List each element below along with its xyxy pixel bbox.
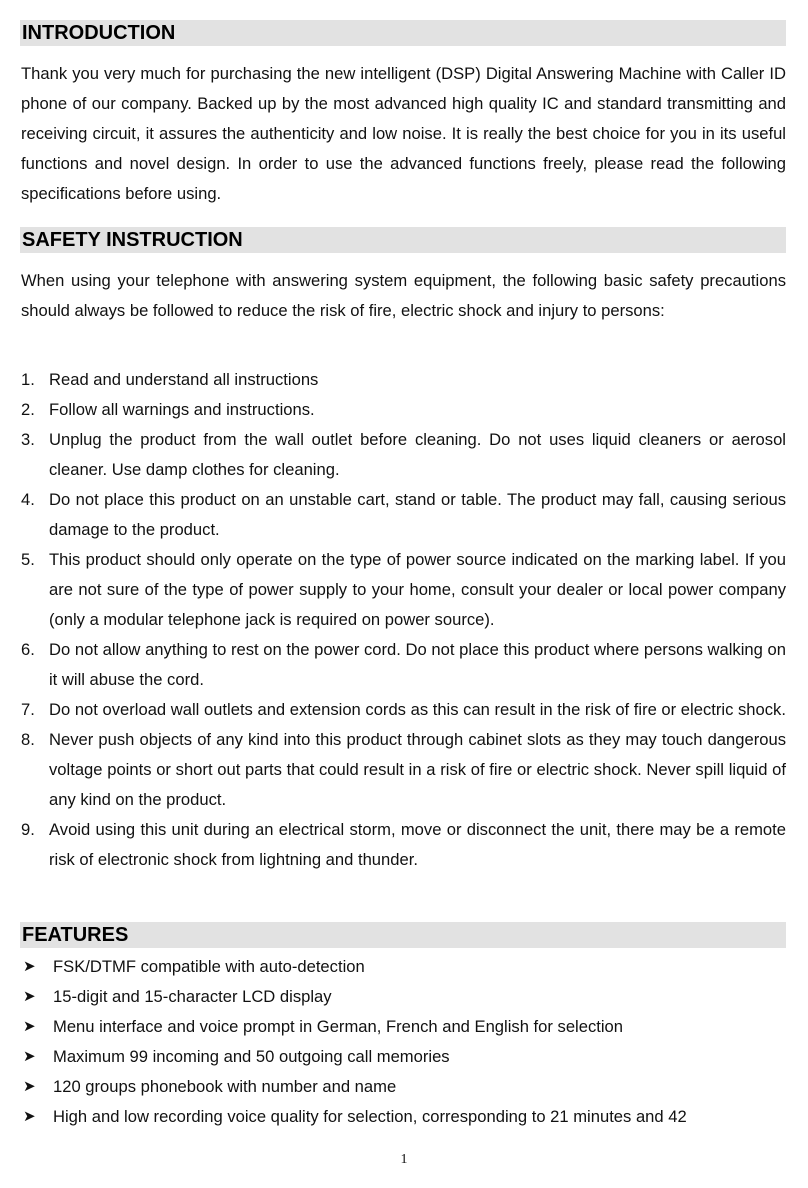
list-item <box>21 1072 786 1102</box>
introduction-paragraph: Thank you very much for purchasing the new intelligent (DSP) Digital Answering Machine with Caller ID phone of our company. Backed up by the most advanced high quality IC and standard transmitting and receiving circuit, it assures the authenticity and low noise. It is really the best choice for you in its useful functions and novel design. In order to use the advanced functions freely, please read the following specifications before using. <box>21 64 786 203</box>
arrow-bullet-icon: ➤ <box>23 988 36 1005</box>
list-number: 3. <box>21 430 35 449</box>
list-item <box>21 952 786 982</box>
arrow-bullet-icon: ➤ <box>23 958 36 975</box>
list-text: Avoid using this unit during an electrical storm, move or disconnect the unit, there may be a remote risk of electronic shock from lightning and thunder. <box>49 820 786 869</box>
page-number: 1 <box>400 1152 408 1167</box>
list-item <box>21 545 786 635</box>
arrow-bullet-icon: ➤ <box>23 1078 36 1095</box>
features-list <box>21 952 786 1132</box>
list-item <box>21 1012 786 1042</box>
list-text: Follow all warnings and instructions. <box>49 400 315 419</box>
list-item <box>21 635 786 695</box>
list-text: Unplug the product from the wall outlet before cleaning. Do not uses liquid cleaners or aerosol cleaner. Use damp clothes for cleaning. <box>49 430 786 479</box>
list-text: Maximum 99 incoming and 50 outgoing call memories <box>53 1047 450 1066</box>
list-item <box>21 365 786 395</box>
list-number: 6. <box>21 640 35 659</box>
list-item <box>21 815 786 875</box>
list-text: 120 groups phonebook with number and name <box>53 1077 397 1096</box>
list-item <box>21 425 786 485</box>
list-number: 5. <box>21 550 35 569</box>
list-item <box>21 982 786 1012</box>
list-text: This product should only operate on the type of power source indicated on the marking label. If you are not sure of the type of power supply to your home, consult your dealer or local power company (only a modular telephone jack is required on power source). <box>49 550 786 629</box>
list-text: Never push objects of any kind into this product through cabinet slots as they may touch dangerous voltage points or short out parts that could result in a risk of fire or electric shock. Never spill liquid of any kind on the product. <box>49 730 786 809</box>
list-number: 7. <box>21 700 35 719</box>
safety-list <box>21 365 786 875</box>
list-item <box>21 695 786 725</box>
list-item <box>21 485 786 545</box>
list-number: 2. <box>21 400 35 419</box>
introduction-heading: INTRODUCTION <box>20 20 786 46</box>
list-number: 8. <box>21 730 35 749</box>
list-number: 1. <box>21 370 35 389</box>
list-item <box>21 1102 786 1132</box>
list-item <box>21 395 786 425</box>
safety-heading: SAFETY INSTRUCTION <box>20 227 786 253</box>
list-number: 4. <box>21 490 35 509</box>
features-heading: FEATURES <box>20 922 786 948</box>
arrow-bullet-icon: ➤ <box>23 1108 36 1125</box>
list-text: Do not place this product on an unstable cart, stand or table. The product may fall, causing serious damage to the product. <box>49 490 786 539</box>
list-text: Menu interface and voice prompt in German, French and English for selection <box>53 1017 624 1036</box>
list-text: Read and understand all instructions <box>49 370 319 389</box>
list-text: Do not allow anything to rest on the power cord. Do not place this product where persons walking on it will abuse the cord. <box>49 640 786 689</box>
list-item <box>21 1042 786 1072</box>
list-text: FSK/DTMF compatible with auto-detection <box>53 957 365 976</box>
list-number: 9. <box>21 820 35 839</box>
safety-paragraph: When using your telephone with answering system equipment, the following basic safety precautions should always be followed to reduce the risk of fire, electric shock and injury to persons: <box>21 271 786 320</box>
list-text: High and low recording voice quality for selection, corresponding to 21 minutes and 42 <box>53 1107 687 1126</box>
list-text: 15-digit and 15-character LCD display <box>53 987 332 1006</box>
arrow-bullet-icon: ➤ <box>23 1018 36 1035</box>
list-item <box>21 725 786 815</box>
list-text: Do not overload wall outlets and extension cords as this can result in the risk of fire or electric shock. <box>49 700 786 719</box>
arrow-bullet-icon: ➤ <box>23 1048 36 1065</box>
